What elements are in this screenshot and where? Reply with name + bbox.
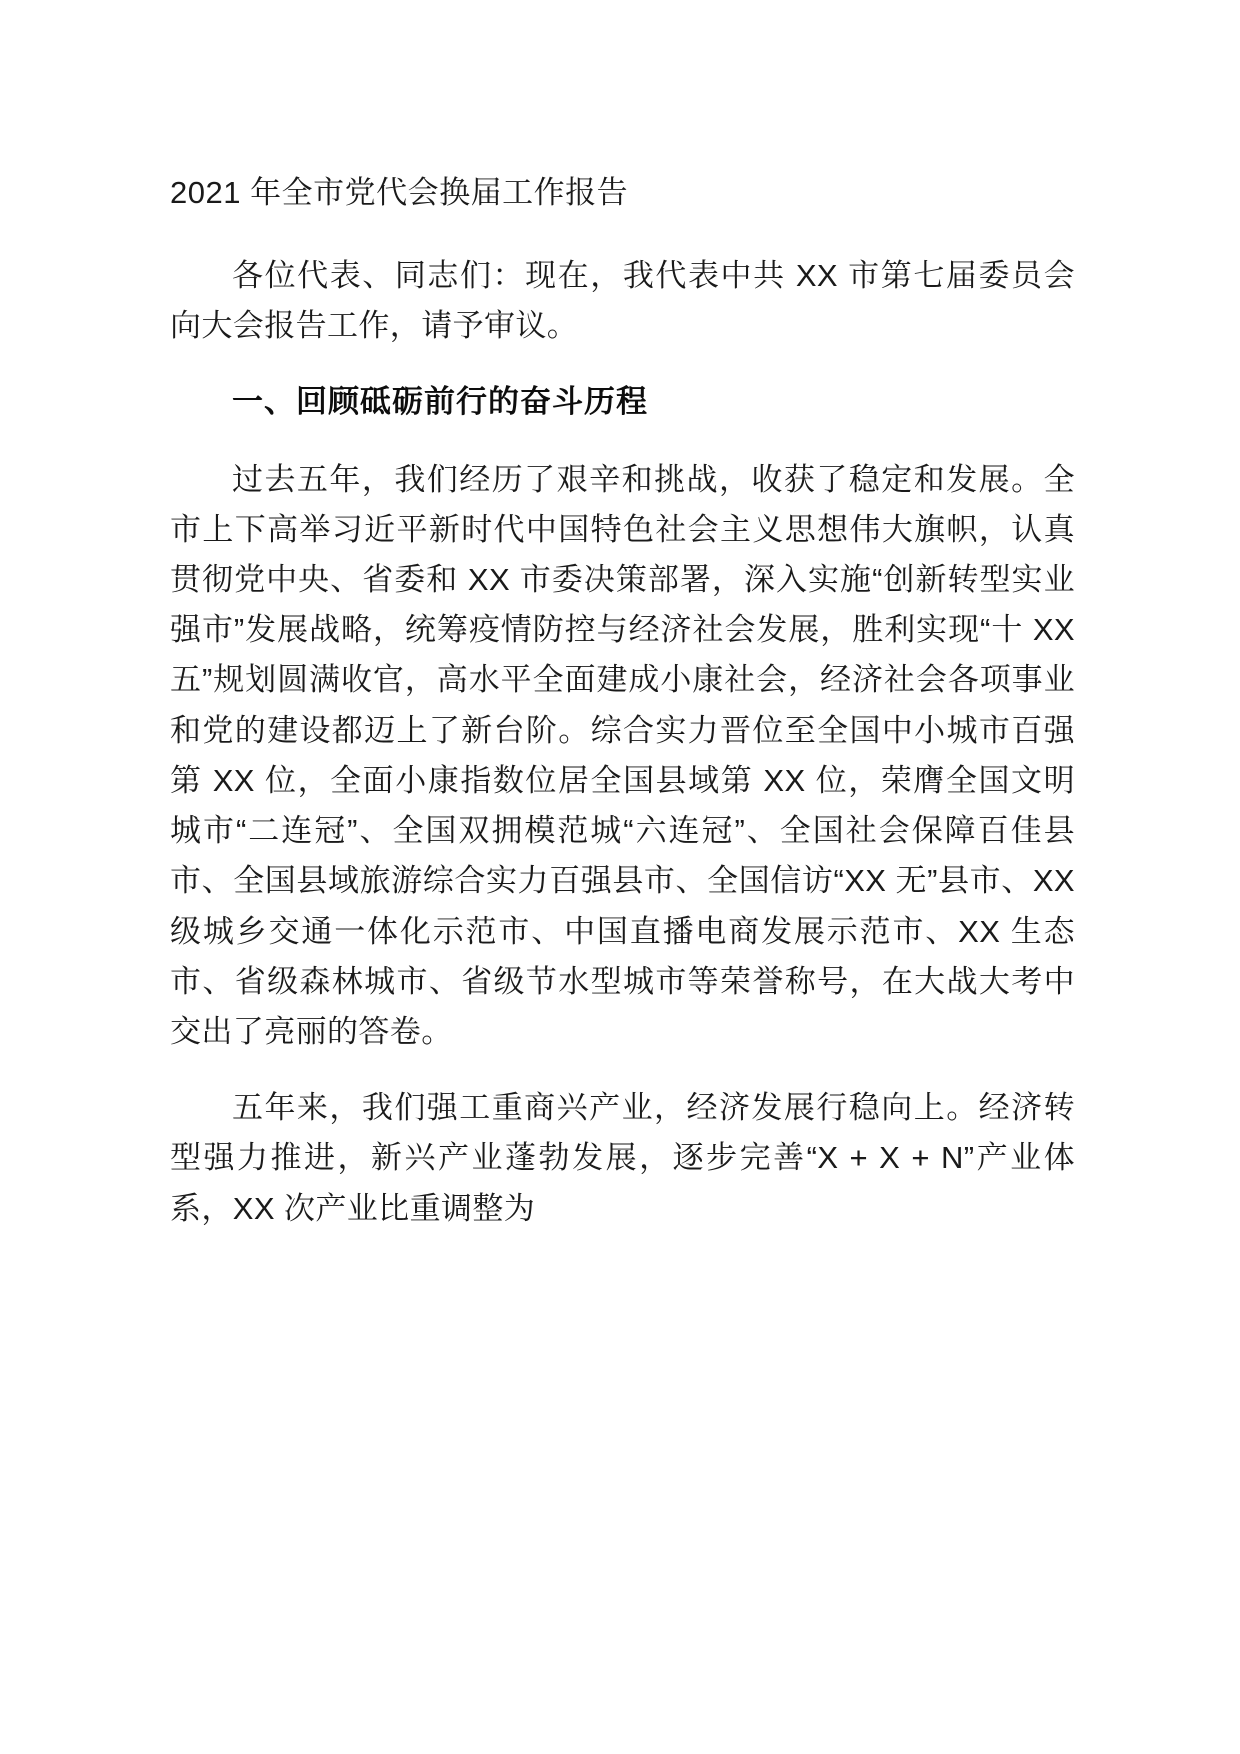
document-title: 2021 年全市党代会换届工作报告 [170,175,629,210]
section-heading-1: 一、回顾砥砺前行的奋斗历程 [232,383,648,419]
paragraph-body-2: 五年来，我们强工重商兴产业，经济发展行稳向上。经济转型强力推进，新兴产业蓬勃发展，逐步完善“X + X + N”产业体系，XX 次产业比重调整为 [170,1090,1075,1226]
paragraph-body-1: 过去五年，我们经历了艰辛和挑战，收获了稳定和发展。全市上下高举习近平新时代中国特色社会主义思想伟大旗帜，认真贯彻党中央、省委和 XX 市委决策部署，深入实施“创新转型实业强市”发展战略，统筹疫情防控与经济社会发展，胜利实现“十 XX 五”规划圆满收官，高水平全面建成小康社会，经济社会各项事业和党的建设都迈上了新台阶。综合实力晋位至全国中小城市百强第 XX 位，全面小康指数位居全国县域第 XX 位，荣膺全国文明城市“二连冠”、全国双拥模范城“六连冠”、全国社会保障百佳县市、全国县域旅游综合实力百强县市、全国信访“XX 无”县市、XX 级城乡交通一体化示范市、中国直播电商发展示范市、XX 生态市、省级森林城市、省级节水型城市等荣誉称号，在大战大考中交出了亮丽的答卷。 [170,461,1075,1049]
paragraph-greeting: 各位代表、同志们：现在，我代表中共 XX 市第七届委员会向大会报告工作，请予审议。 [170,257,1075,343]
